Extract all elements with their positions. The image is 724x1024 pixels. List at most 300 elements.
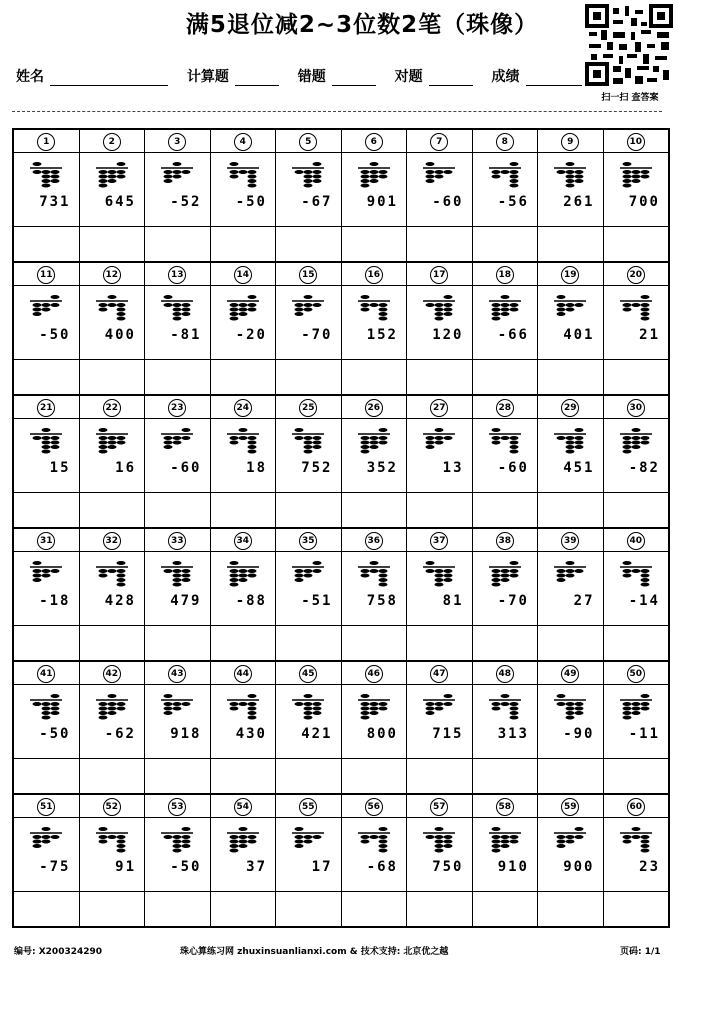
- abacus-bead-icon: [356, 293, 392, 323]
- number-divider: [145, 684, 210, 685]
- abacus-bead-icon: [225, 426, 261, 456]
- exercise-number: 60: [627, 798, 645, 816]
- exercise-number: 5: [299, 133, 317, 151]
- exercise-value: 17: [311, 859, 333, 875]
- abacus-bead-icon: [290, 559, 326, 589]
- exercise-value: 13: [442, 460, 464, 476]
- exercise-value: 430: [235, 726, 267, 742]
- number-divider: [14, 285, 79, 286]
- exercise-value: 120: [432, 327, 464, 343]
- wrong-field[interactable]: [332, 69, 376, 86]
- abacus-bead-icon: [421, 293, 457, 323]
- student-info-row: [16, 66, 582, 86]
- footer-site: 珠心算练习网 zhuxinsuanlianxi.com & 技术支持: 北京优之越: [180, 947, 449, 957]
- number-divider: [407, 418, 472, 419]
- answer-box[interactable]: [473, 625, 538, 626]
- number-divider: [145, 152, 210, 153]
- abacus-bead-icon: [421, 559, 457, 589]
- number-divider: [276, 152, 341, 153]
- exercise-cell: [276, 662, 342, 793]
- exercise-cell: [473, 529, 539, 660]
- exercise-value: -66: [497, 327, 529, 343]
- abacus-bead-icon: [290, 825, 326, 855]
- exercise-row: [12, 793, 670, 928]
- answer-box[interactable]: [473, 758, 538, 759]
- abacus-bead-icon: [552, 825, 588, 855]
- count-field[interactable]: [235, 69, 279, 86]
- exercise-cell: [538, 130, 604, 261]
- number-divider: [473, 418, 538, 419]
- abacus-bead-icon: [290, 160, 326, 190]
- exercise-value: -50: [39, 327, 71, 343]
- exercise-number: 59: [561, 798, 579, 816]
- answer-box[interactable]: [276, 891, 341, 892]
- exercise-value: 91: [115, 859, 136, 875]
- exercise-number: 58: [496, 798, 514, 816]
- exercise-cell: [145, 263, 211, 394]
- number-divider: [473, 551, 538, 552]
- exercise-value: -60: [497, 460, 529, 476]
- number-divider: [604, 152, 669, 153]
- answer-box[interactable]: [538, 492, 603, 493]
- number-divider: [604, 285, 669, 286]
- abacus-bead-icon: [94, 559, 130, 589]
- answer-box[interactable]: [211, 758, 276, 759]
- exercise-cell: [538, 529, 604, 660]
- number-divider: [342, 152, 407, 153]
- abacus-bead-icon: [618, 426, 654, 456]
- exercise-value: -67: [301, 194, 333, 210]
- exercise-number: 43: [168, 665, 186, 683]
- answer-box[interactable]: [604, 359, 669, 360]
- abacus-bead-icon: [487, 160, 523, 190]
- exercise-number: 26: [365, 399, 383, 417]
- number-divider: [211, 817, 276, 818]
- exercise-number: 9: [561, 133, 579, 151]
- abacus-bead-icon: [225, 692, 261, 722]
- exercise-value: 700: [628, 194, 660, 210]
- exercise-number: 46: [365, 665, 383, 683]
- abacus-bead-icon: [487, 426, 523, 456]
- abacus-bead-icon: [28, 160, 64, 190]
- exercise-number: 39: [561, 532, 579, 550]
- number-divider: [145, 418, 210, 419]
- exercise-number: 6: [365, 133, 383, 151]
- exercise-row: [12, 128, 670, 261]
- answer-box[interactable]: [276, 625, 341, 626]
- count-label: 计算题: [186, 69, 229, 85]
- number-divider: [407, 285, 472, 286]
- abacus-bead-icon: [356, 160, 392, 190]
- answer-box[interactable]: [604, 226, 669, 227]
- answer-box[interactable]: [538, 625, 603, 626]
- exercise-number: 30: [627, 399, 645, 417]
- exercise-cell: [276, 396, 342, 527]
- abacus-bead-icon: [290, 293, 326, 323]
- exercise-value: 758: [366, 593, 398, 609]
- right-label: 对题: [394, 69, 423, 85]
- exercise-cell: [604, 130, 669, 261]
- exercise-value: 731: [39, 194, 71, 210]
- exercise-value: 910: [497, 859, 529, 875]
- abacus-bead-icon: [225, 559, 261, 589]
- exercise-number: 23: [168, 399, 186, 417]
- number-divider: [145, 817, 210, 818]
- answer-box[interactable]: [211, 359, 276, 360]
- answer-box[interactable]: [80, 625, 145, 626]
- number-divider: [80, 817, 145, 818]
- exercise-value: -18: [39, 593, 71, 609]
- exercise-cell: [145, 396, 211, 527]
- answer-box[interactable]: [80, 758, 145, 759]
- answer-box[interactable]: [604, 891, 669, 892]
- exercise-cell: [342, 396, 408, 527]
- exercise-cell: [276, 263, 342, 394]
- exercise-value: 428: [104, 593, 136, 609]
- number-divider: [473, 684, 538, 685]
- exercise-cell: [80, 396, 146, 527]
- exercise-number: 35: [299, 532, 317, 550]
- answer-box[interactable]: [407, 758, 472, 759]
- number-divider: [538, 285, 603, 286]
- abacus-bead-icon: [94, 692, 130, 722]
- number-divider: [473, 152, 538, 153]
- exercise-cell: [211, 396, 277, 527]
- number-divider: [407, 152, 472, 153]
- exercise-number: 10: [627, 133, 645, 151]
- answer-box[interactable]: [604, 758, 669, 759]
- number-divider: [604, 418, 669, 419]
- abacus-bead-icon: [487, 825, 523, 855]
- footer-serial: 编号: X200324290: [14, 947, 103, 957]
- exercise-value: 421: [301, 726, 333, 742]
- abacus-bead-icon: [290, 692, 326, 722]
- qr-code-icon: [585, 4, 673, 86]
- number-divider: [538, 418, 603, 419]
- exercise-value: -90: [563, 726, 595, 742]
- exercise-number: 41: [37, 665, 55, 683]
- answer-box[interactable]: [407, 625, 472, 626]
- exercise-value: 715: [432, 726, 464, 742]
- answer-box[interactable]: [80, 226, 145, 227]
- answer-box[interactable]: [538, 758, 603, 759]
- abacus-bead-icon: [487, 559, 523, 589]
- exercise-number: 54: [234, 798, 252, 816]
- answer-box[interactable]: [145, 891, 210, 892]
- answer-box[interactable]: [211, 226, 276, 227]
- answer-box[interactable]: [342, 625, 407, 626]
- number-divider: [407, 817, 472, 818]
- exercise-value: -50: [39, 726, 71, 742]
- answer-box[interactable]: [342, 891, 407, 892]
- answer-box[interactable]: [473, 492, 538, 493]
- number-divider: [211, 285, 276, 286]
- number-divider: [211, 684, 276, 685]
- abacus-bead-icon: [552, 293, 588, 323]
- exercise-value: 15: [49, 460, 71, 476]
- exercise-row: [12, 660, 670, 793]
- exercise-cell: [14, 795, 80, 926]
- answer-box[interactable]: [276, 492, 341, 493]
- answer-box[interactable]: [145, 492, 210, 493]
- number-divider: [473, 817, 538, 818]
- exercise-cell: [342, 529, 408, 660]
- exercise-cell: [407, 263, 473, 394]
- exercise-cell: [14, 396, 80, 527]
- exercise-value: -88: [235, 593, 267, 609]
- answer-box[interactable]: [14, 492, 79, 493]
- abacus-bead-icon: [28, 559, 64, 589]
- answer-box[interactable]: [407, 891, 472, 892]
- exercise-number: 19: [561, 266, 579, 284]
- abacus-bead-icon: [159, 293, 195, 323]
- answer-box[interactable]: [407, 226, 472, 227]
- abacus-bead-icon: [28, 293, 64, 323]
- answer-box[interactable]: [538, 226, 603, 227]
- number-divider: [80, 152, 145, 153]
- abacus-bead-icon: [28, 692, 64, 722]
- exercise-cell: [80, 263, 146, 394]
- exercise-number: 32: [103, 532, 121, 550]
- abacus-bead-icon: [552, 160, 588, 190]
- exercise-number: 11: [37, 266, 55, 284]
- answer-box[interactable]: [538, 359, 603, 360]
- exercise-cell: [276, 795, 342, 926]
- number-divider: [211, 152, 276, 153]
- answer-box[interactable]: [14, 359, 79, 360]
- answer-box[interactable]: [276, 359, 341, 360]
- exercise-number: 44: [234, 665, 252, 683]
- exercise-row: [12, 261, 670, 394]
- answer-box[interactable]: [342, 359, 407, 360]
- exercise-cell: [604, 263, 669, 394]
- exercise-number: 1: [37, 133, 55, 151]
- answer-box[interactable]: [145, 226, 210, 227]
- exercise-cell: [473, 130, 539, 261]
- answer-box[interactable]: [407, 359, 472, 360]
- exercise-value: -82: [628, 460, 660, 476]
- number-divider: [276, 418, 341, 419]
- number-divider: [80, 285, 145, 286]
- exercise-value: -75: [39, 859, 71, 875]
- exercise-cell: [342, 263, 408, 394]
- number-divider: [538, 817, 603, 818]
- exercise-number: 21: [37, 399, 55, 417]
- exercise-value: 901: [366, 194, 398, 210]
- exercise-number: 47: [430, 665, 448, 683]
- number-divider: [342, 551, 407, 552]
- exercise-number: 13: [168, 266, 186, 284]
- exercise-number: 56: [365, 798, 383, 816]
- exercise-cell: [407, 396, 473, 527]
- number-divider: [14, 418, 79, 419]
- answer-box[interactable]: [342, 492, 407, 493]
- exercise-value: 313: [497, 726, 529, 742]
- name-field[interactable]: [50, 69, 168, 86]
- abacus-bead-icon: [618, 293, 654, 323]
- exercise-value: 27: [573, 593, 595, 609]
- exercise-cell: [342, 795, 408, 926]
- exercise-value: 18: [246, 460, 267, 476]
- abacus-bead-icon: [356, 559, 392, 589]
- answer-box[interactable]: [80, 359, 145, 360]
- answer-box[interactable]: [80, 492, 145, 493]
- exercise-number: 24: [234, 399, 252, 417]
- exercise-number: 12: [103, 266, 121, 284]
- exercise-cell: [407, 130, 473, 261]
- abacus-bead-icon: [618, 825, 654, 855]
- answer-box[interactable]: [80, 891, 145, 892]
- exercise-number: 4: [234, 133, 252, 151]
- exercise-number: 49: [561, 665, 579, 683]
- answer-box[interactable]: [276, 758, 341, 759]
- abacus-bead-icon: [421, 692, 457, 722]
- exercise-number: 42: [103, 665, 121, 683]
- answer-box[interactable]: [473, 359, 538, 360]
- abacus-bead-icon: [94, 426, 130, 456]
- number-divider: [538, 551, 603, 552]
- exercise-number: 28: [496, 399, 514, 417]
- answer-box[interactable]: [276, 226, 341, 227]
- answer-box[interactable]: [473, 891, 538, 892]
- number-divider: [604, 817, 669, 818]
- exercise-cell: [538, 263, 604, 394]
- score-label: 成绩: [491, 69, 520, 85]
- answer-box[interactable]: [14, 758, 79, 759]
- exercise-cell: [604, 529, 669, 660]
- exercise-cell: [407, 529, 473, 660]
- answer-box[interactable]: [407, 492, 472, 493]
- exercise-cell: [473, 662, 539, 793]
- abacus-bead-icon: [28, 426, 64, 456]
- answer-box[interactable]: [473, 226, 538, 227]
- number-divider: [80, 684, 145, 685]
- abacus-bead-icon: [290, 426, 326, 456]
- abacus-bead-icon: [421, 825, 457, 855]
- abacus-bead-icon: [225, 160, 261, 190]
- exercise-value: -50: [170, 859, 202, 875]
- answer-box[interactable]: [342, 226, 407, 227]
- answer-box[interactable]: [145, 625, 210, 626]
- abacus-bead-icon: [28, 825, 64, 855]
- exercise-cell: [538, 396, 604, 527]
- exercise-value: 750: [432, 859, 464, 875]
- exercise-value: -62: [104, 726, 136, 742]
- exercise-cell: [80, 529, 146, 660]
- number-divider: [80, 418, 145, 419]
- exercise-cell: [211, 529, 277, 660]
- exercise-cell: [342, 130, 408, 261]
- answer-box[interactable]: [14, 625, 79, 626]
- exercise-value: 152: [366, 327, 398, 343]
- answer-box[interactable]: [342, 758, 407, 759]
- number-divider: [80, 551, 145, 552]
- abacus-bead-icon: [618, 160, 654, 190]
- number-divider: [211, 418, 276, 419]
- exercise-cell: [80, 662, 146, 793]
- exercise-number: 17: [430, 266, 448, 284]
- abacus-bead-icon: [552, 559, 588, 589]
- exercise-value: 800: [366, 726, 398, 742]
- exercise-number: 14: [234, 266, 252, 284]
- exercise-number: 33: [168, 532, 186, 550]
- abacus-bead-icon: [225, 825, 261, 855]
- abacus-bead-icon: [421, 160, 457, 190]
- exercise-value: -68: [366, 859, 398, 875]
- exercise-cell: [211, 662, 277, 793]
- exercise-number: 22: [103, 399, 121, 417]
- exercise-number: 3: [168, 133, 186, 151]
- exercise-row: [12, 394, 670, 527]
- exercise-cell: [276, 130, 342, 261]
- answer-box[interactable]: [211, 625, 276, 626]
- answer-box[interactable]: [604, 625, 669, 626]
- abacus-bead-icon: [94, 293, 130, 323]
- exercise-value: -70: [301, 327, 333, 343]
- exercise-cell: [604, 795, 669, 926]
- exercise-value: -56: [497, 194, 529, 210]
- score-field[interactable]: [526, 69, 582, 86]
- exercise-value: 261: [563, 194, 595, 210]
- exercise-number: 15: [299, 266, 317, 284]
- number-divider: [276, 551, 341, 552]
- answer-box[interactable]: [211, 891, 276, 892]
- exercise-cell: [473, 396, 539, 527]
- exercise-cell: [473, 263, 539, 394]
- abacus-bead-icon: [159, 559, 195, 589]
- answer-box[interactable]: [211, 492, 276, 493]
- number-divider: [604, 551, 669, 552]
- answer-box[interactable]: [145, 359, 210, 360]
- answer-box[interactable]: [538, 891, 603, 892]
- number-divider: [538, 684, 603, 685]
- number-divider: [473, 285, 538, 286]
- exercise-value: -14: [628, 593, 660, 609]
- exercise-number: 45: [299, 665, 317, 683]
- exercise-cell: [80, 130, 146, 261]
- abacus-bead-icon: [159, 160, 195, 190]
- exercise-value: -81: [170, 327, 202, 343]
- exercise-cell: [276, 529, 342, 660]
- exercise-value: 37: [246, 859, 267, 875]
- answer-box[interactable]: [145, 758, 210, 759]
- answer-box[interactable]: [14, 226, 79, 227]
- number-divider: [407, 551, 472, 552]
- right-field[interactable]: [429, 69, 473, 86]
- answer-box[interactable]: [14, 891, 79, 892]
- exercise-number: 16: [365, 266, 383, 284]
- number-divider: [14, 152, 79, 153]
- exercise-cell: [145, 130, 211, 261]
- exercise-cell: [80, 795, 146, 926]
- exercise-value: 400: [104, 327, 136, 343]
- answer-box[interactable]: [604, 492, 669, 493]
- number-divider: [342, 418, 407, 419]
- exercise-cell: [211, 130, 277, 261]
- exercise-cell: [538, 662, 604, 793]
- abacus-bead-icon: [618, 692, 654, 722]
- exercise-value: -50: [235, 194, 267, 210]
- exercise-value: 900: [563, 859, 595, 875]
- abacus-bead-icon: [159, 426, 195, 456]
- abacus-bead-icon: [159, 692, 195, 722]
- number-divider: [604, 684, 669, 685]
- exercise-cell: [342, 662, 408, 793]
- number-divider: [342, 817, 407, 818]
- exercise-cell: [14, 529, 80, 660]
- exercise-value: 479: [170, 593, 202, 609]
- number-divider: [145, 285, 210, 286]
